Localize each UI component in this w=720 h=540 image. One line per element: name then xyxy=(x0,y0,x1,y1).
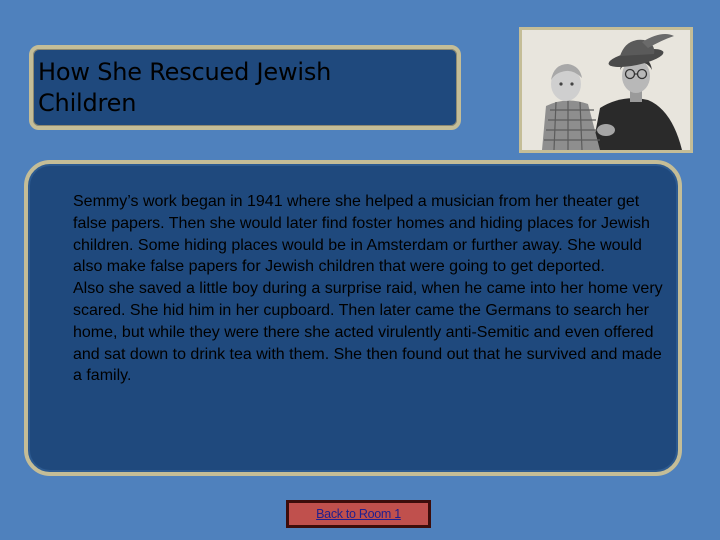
story-paragraph-1: Semmy’s work began in 1941 where she helped a musician from her theater get false papers. Then she would later find foster homes and hiding places for Jewish children. Some hiding places would be in Amsterdam or further away. She would also make false papers for Jewish children that were going to get deported. xyxy=(73,193,650,276)
content-panel xyxy=(24,160,682,476)
story-text xyxy=(73,191,663,387)
page-title xyxy=(38,57,451,119)
back-to-room-link[interactable]: Back to Room 1 xyxy=(316,507,401,521)
title-line-1: How She Rescued Jewish xyxy=(38,58,332,86)
title-panel xyxy=(29,45,461,130)
photo-woman-with-child-icon xyxy=(522,30,690,150)
story-paragraph-2: Also she saved a little boy during a surprise raid, when he came into her home very scared. She hid him in her cupboard. Then later came the Germans to search her home, but while they were there she acted virulently anti-Semitic and even offered and sat down to drink tea with them. She then found out that he survived and made a family. xyxy=(73,280,663,385)
historical-photo xyxy=(519,27,693,153)
title-line-2: Children xyxy=(38,89,137,117)
back-to-room-button[interactable] xyxy=(286,500,431,528)
